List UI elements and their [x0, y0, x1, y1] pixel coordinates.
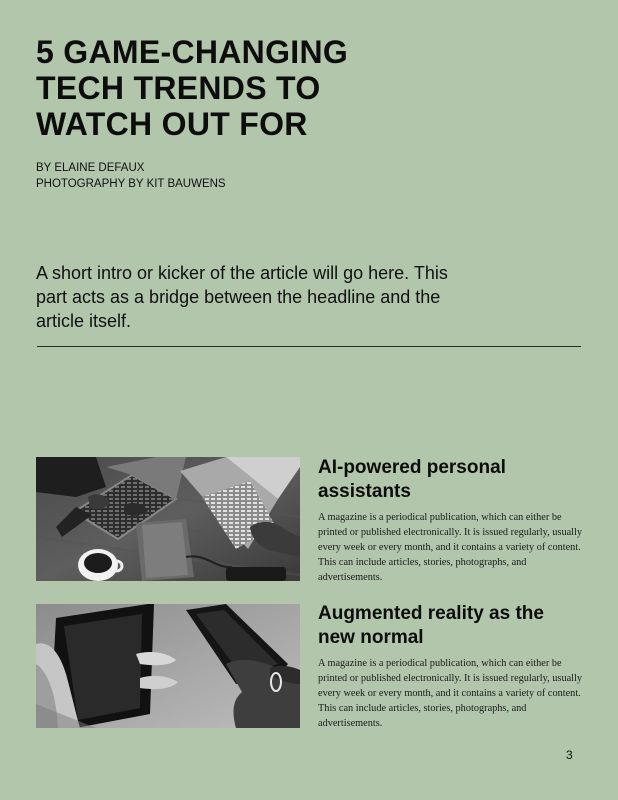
article-title: 5 GAME-CHANGING TECH TRENDS TO WATCH OUT FOR [36, 34, 349, 142]
section-2-body: A magazine is a periodical publication, which can either be printed or published electronically. It is issued regularly, usually every week or every month, and it contains a variety of content. This can include articles, stories, photographs, and advertisements. [318, 658, 583, 729]
byline [36, 160, 226, 192]
section-2-title: Augmented reality as the new normal [318, 603, 544, 648]
byline-photographer: PHOTOGRAPHY BY KIT BAUWENS [36, 178, 226, 190]
section-1-body: A magazine is a periodical publication, which can either be printed or published electronically. It is issued regularly, usually every week or every month, and it contains a variety of content. This can include articles, stories, photographs, and advertisements. [318, 512, 583, 583]
smartphones-photo [36, 604, 300, 728]
page-number: 3 [566, 748, 573, 762]
byline-author: BY ELAINE DEFAUX [36, 162, 145, 174]
article-intro: A short intro or kicker of the article will go here. This part acts as a bridge between the headline and the article itself. [36, 263, 448, 331]
laptops-photo [36, 457, 300, 581]
divider-line [37, 346, 581, 347]
section-1-title: AI-powered personal assistants [318, 457, 506, 502]
